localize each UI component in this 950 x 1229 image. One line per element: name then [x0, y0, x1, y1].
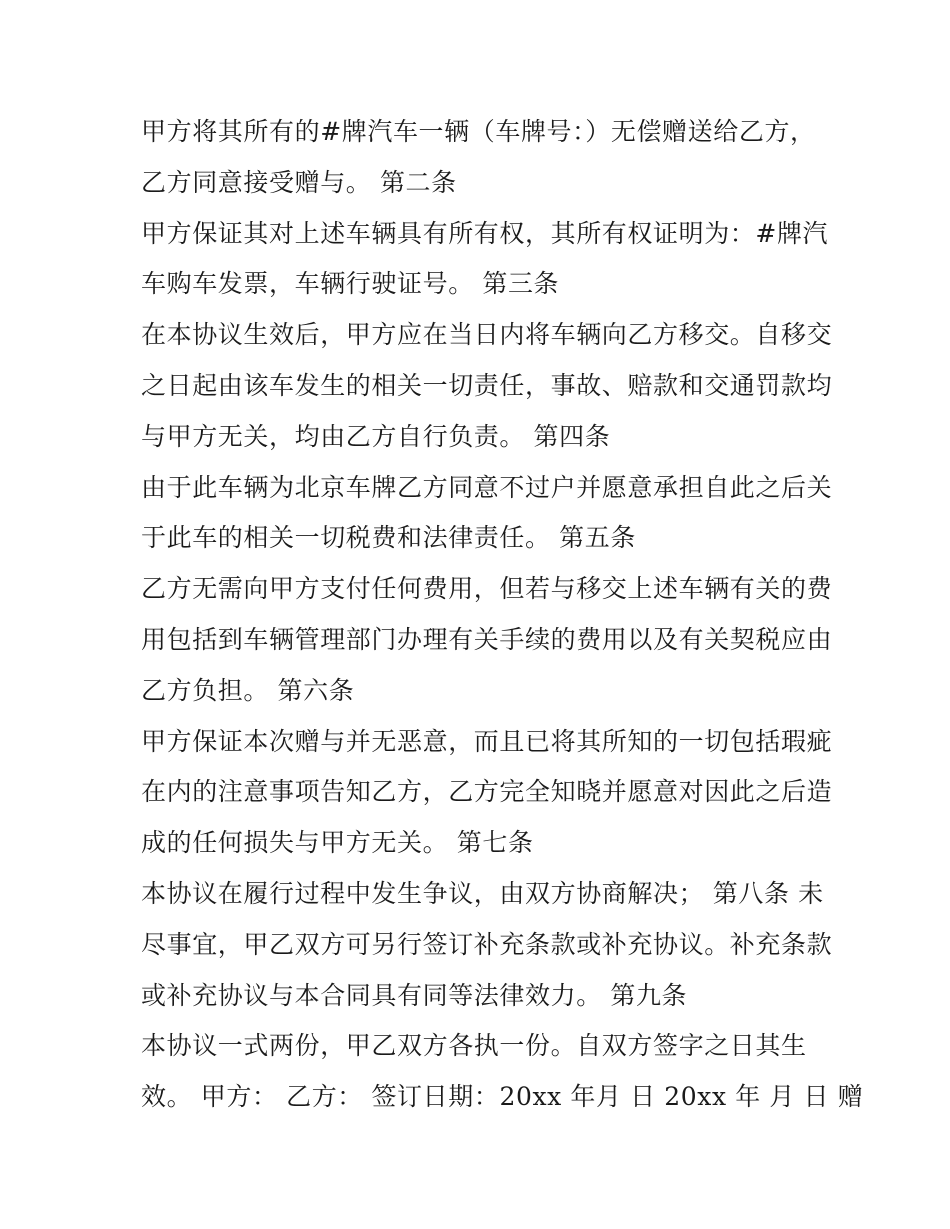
text-line: 乙方无需向甲方支付任何费用，但若与移交上述车辆有关的费 — [141, 574, 833, 604]
text-line: 效。 甲方： 乙方： 签订日期：20xx 年月 日 20xx 年 月 日 赠 — [141, 1082, 864, 1112]
text-line: 在内的注意事项告知乙方，乙方完全知晓并愿意对因此之后造 — [141, 777, 833, 807]
text-line: 或补充协议与本合同具有同等法律效力。 第九条 — [141, 980, 688, 1010]
text-line: 甲方将其所有的#牌汽车一辆（车牌号：）无偿赠送给乙方， — [141, 117, 816, 146]
text-line: 本协议一式两份，甲乙双方各执一份。自双方签字之日其生 — [141, 1031, 807, 1061]
text-line: 尽事宜，甲乙双方可另行签订补充条款或补充协议。补充条款 — [141, 929, 833, 959]
text-line: 成的任何损失与甲方无关。 第七条 — [141, 828, 534, 858]
text-line: 之日起由该车发生的相关一切责任，事故、赔款和交通罚款均 — [141, 370, 833, 400]
text-line: 由于此车辆为北京车牌乙方同意不过户并愿意承担自此之后关 — [141, 472, 833, 502]
text-line: 乙方同意接受赠与。 第二条 — [141, 167, 457, 197]
text-line: 在本协议生效后，甲方应在当日内将车辆向乙方移交。自移交 — [141, 320, 833, 350]
text-line: 用包括到车辆管理部门办理有关手续的费用以及有关契税应由 — [141, 624, 833, 654]
text-line: 甲方保证本次赠与并无恶意，而且已将其所知的一切包括瑕疵 — [141, 726, 833, 756]
text-line: 于此车的相关一切税费和法律责任。 第五条 — [141, 523, 636, 553]
text-line: 车购车发票，车辆行驶证号。 第三条 — [141, 269, 560, 299]
agreement-body — [141, 107, 864, 1123]
text-line: 本协议在履行过程中发生争议，由双方协商解决； 第八条 未 — [141, 878, 824, 908]
text-line: 乙方负担。 第六条 — [141, 675, 355, 705]
text-line: 甲方保证其对上述车辆具有所有权，其所有权证明为：#牌汽 — [141, 218, 829, 248]
text-line: 与甲方无关，均由乙方自行负责。 第四条 — [141, 421, 611, 451]
